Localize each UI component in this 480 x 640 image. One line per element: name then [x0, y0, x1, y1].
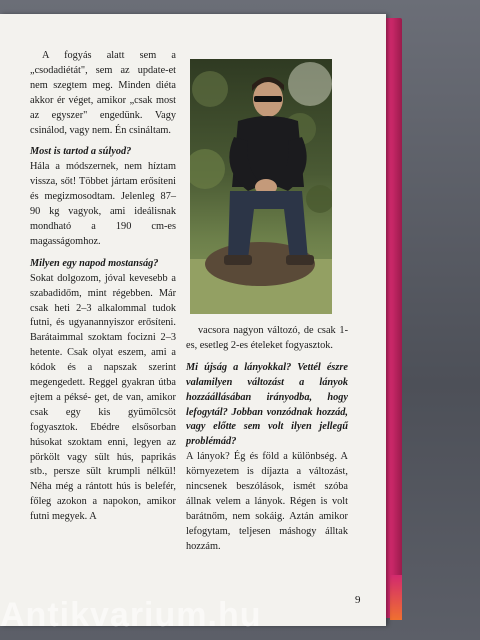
watermark: Antikvarium.hu	[0, 596, 262, 634]
left-text-column	[30, 49, 176, 525]
answer-girls: A lányok? Ég és föld a különbség. A környezetem is díjazta a változást, nincsenek beszólások, ismét szóba állnak velem a lányok. Régen is volt barátnőm, nem sokáig. Aztán amikor lefogytam, teljesen máshogy álltak hozzám.	[186, 451, 348, 552]
right-text-column	[186, 324, 348, 555]
answer-day: Sokat dolgozom, jóval kevesebb a szabadidőm, mint régebben. Már csak heti 2–3 alkalommal tudok futni, és ugyanannyiszor erősíteni. Barátaimmal szoktam focizni 2–3 hetente. Csak olyat eszem, ami a kódok és a napszak szerint megengedett. Reggel gyakran útba ejtem a péksé- get, de van, amikor csak egy kis gyümölcsöt fogyasztok. Ebédre elsősorban húsokat szoktam enni, legyen az pörkölt vagy sült hús, paprikás stb., persze sült krumpli nélkül! Néha még a rántott hús is belefér, főleg azokon a napokon, amikor futni megyek. A	[30, 272, 176, 523]
portrait-photo	[190, 59, 332, 314]
answer-weight: Hála a módszernek, nem híztam vissza, sőt! Többet jártam erősíteni és megizmosodtam. Jelenleg 87–90 kg vagyok, ami ideálisnak mondható a 190 cm-es magasságomhoz.	[30, 161, 176, 247]
man-sitting-photo	[190, 59, 332, 314]
question-weight: Most is tartod a súlyod?	[30, 146, 132, 158]
page-number: 9	[355, 594, 361, 606]
intro-paragraph: A fogyás alatt sem a „csodadiétát", sem az update-et nem szegtem meg. Minden diéta akkor ér véget, amikor „csak most az egyszer" engedünk. Vagy csinálod, vagy nem. Én csináltam.	[30, 50, 176, 136]
question-girls: Mi újság a lányokkal? Vettél észre valamilyen változást a lányok hozzáállásában irányodba, hogy lefogytál? Jobban vonzódnak hozzád, vagy előtte sem volt ilyen jellegű problémád?	[186, 361, 348, 448]
question-day: Milyen egy napod mostanság?	[30, 257, 159, 269]
continued-paragraph: vacsora nagyon változó, de csak 1-es, esetleg 2-es ételeket fogyasztok.	[186, 325, 348, 351]
